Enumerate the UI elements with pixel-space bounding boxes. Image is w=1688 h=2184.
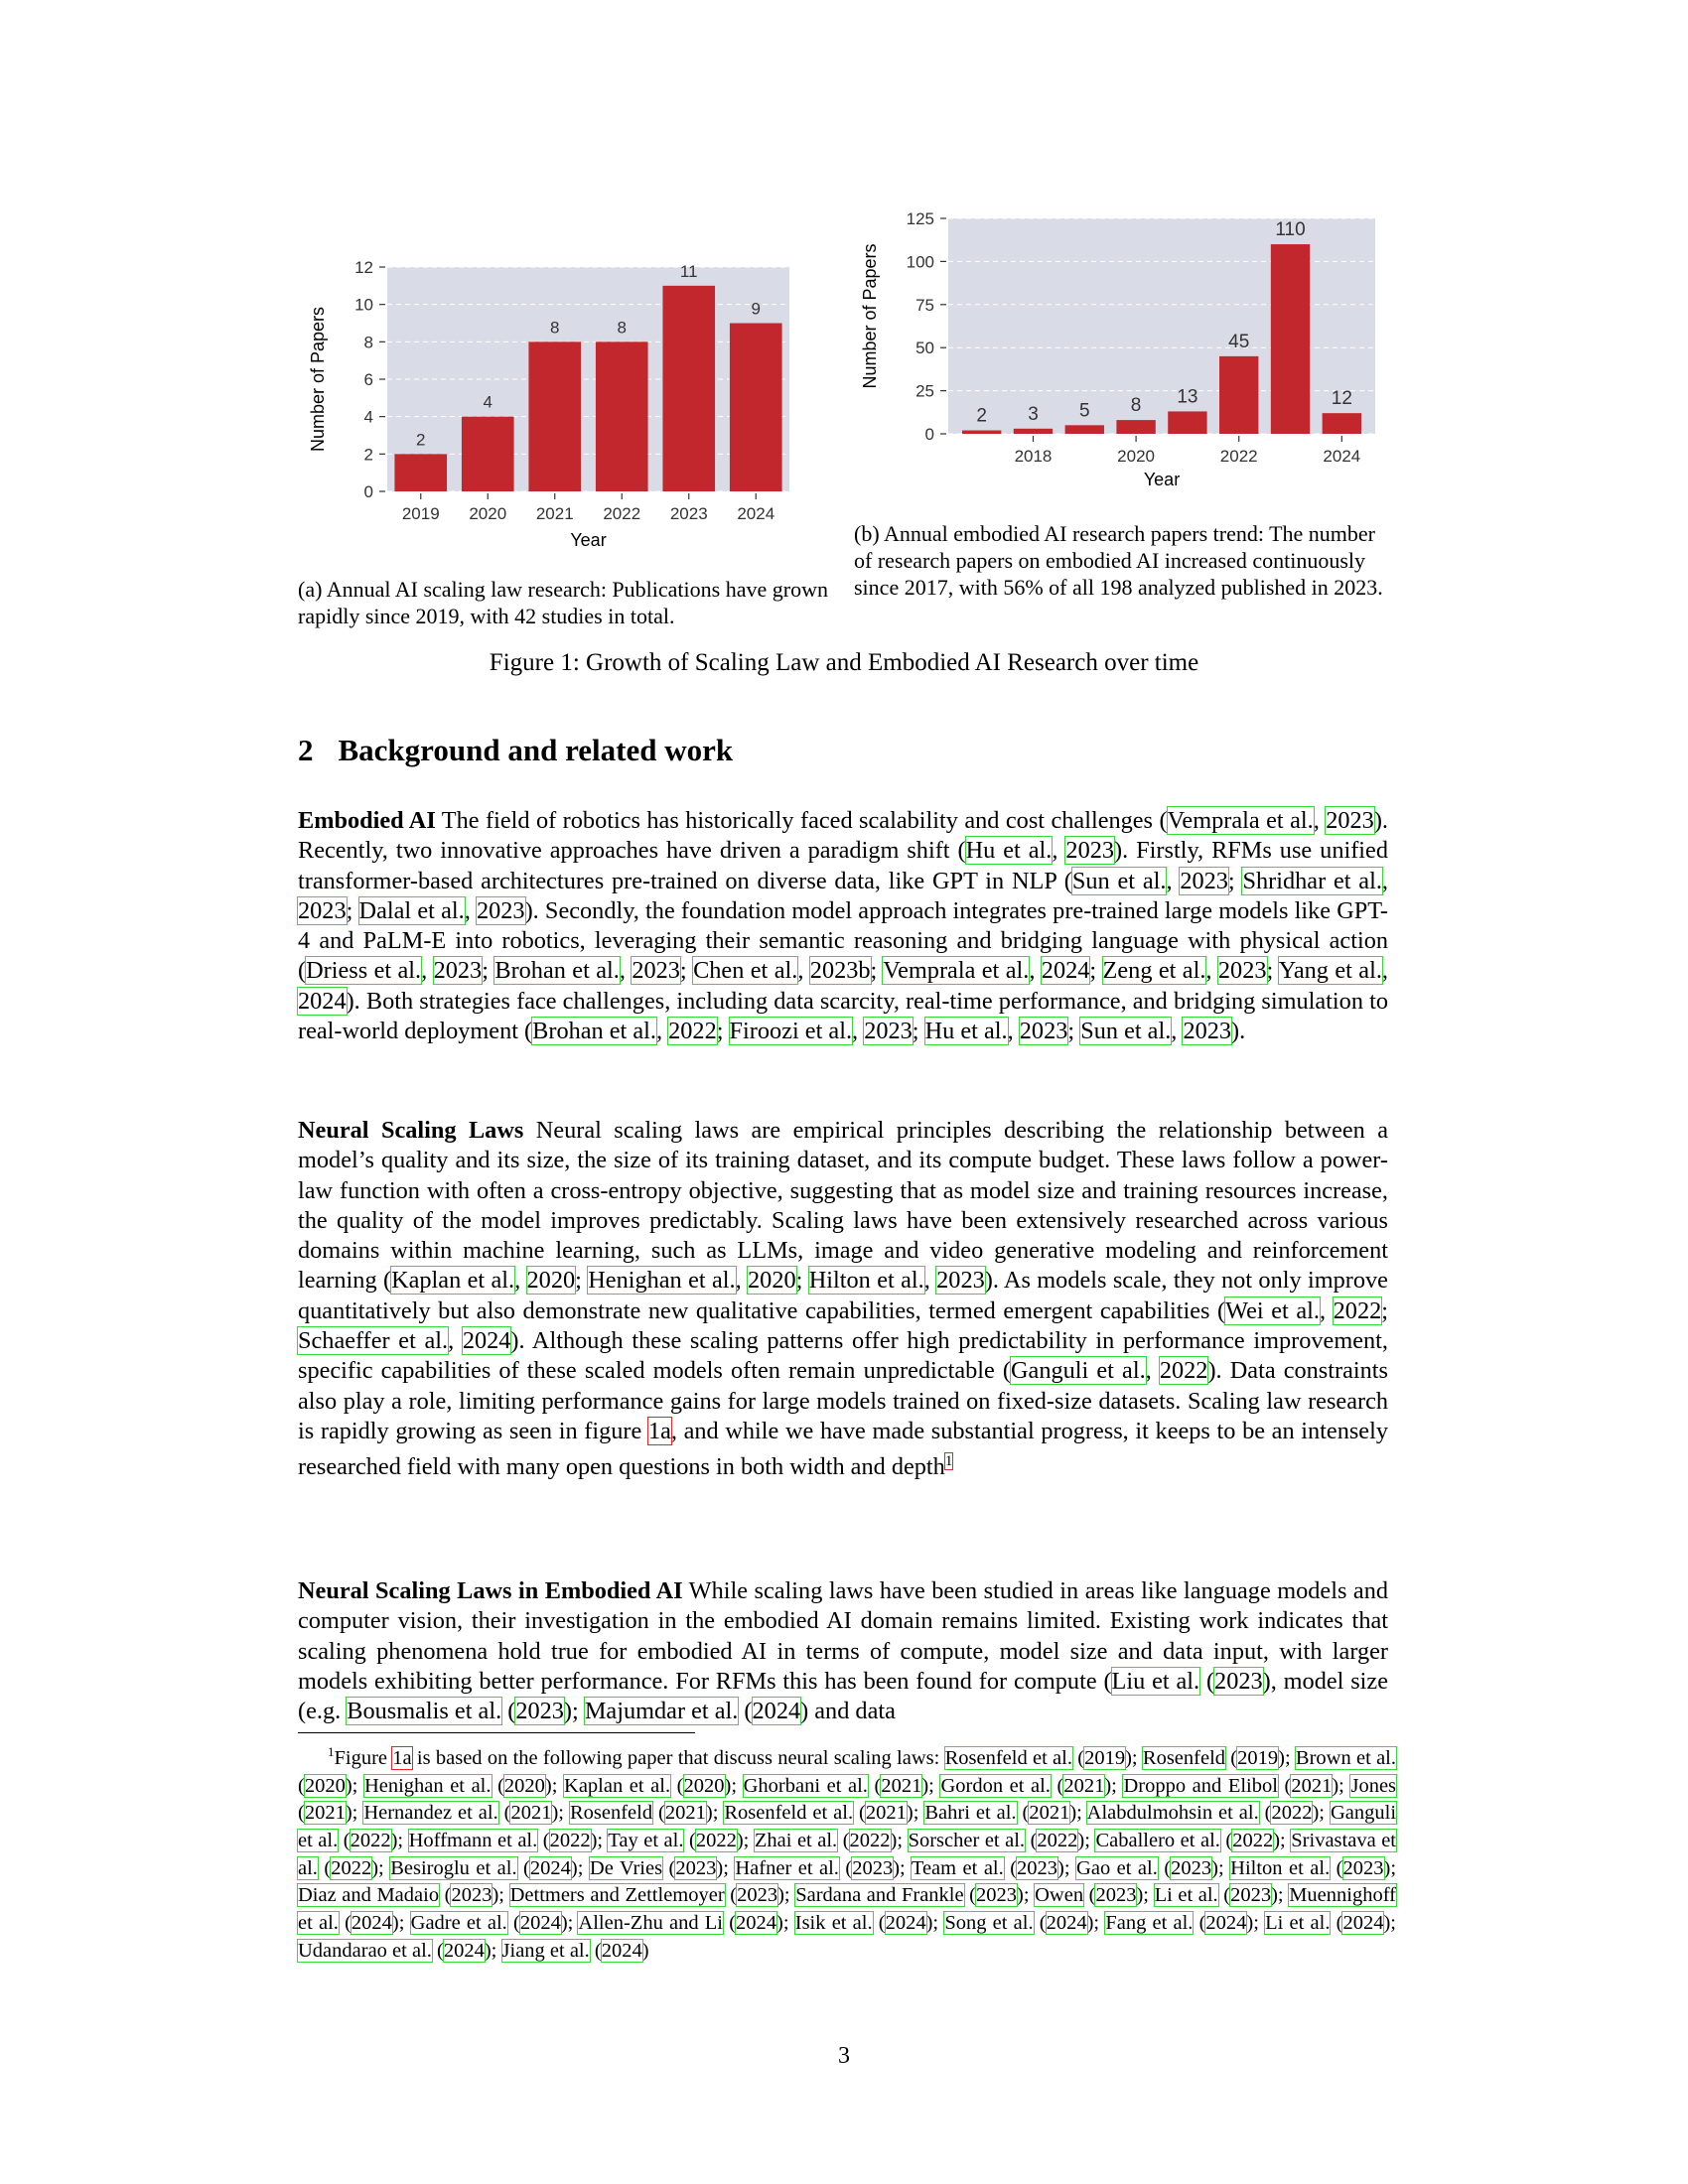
citation-link[interactable]: Ganguli et al. <box>1011 1357 1146 1385</box>
bar <box>1168 411 1206 434</box>
citation-year-link[interactable]: 2024 <box>1041 957 1090 985</box>
text: ). Although these scaling patterns offer high predictability in performance improvement, specific capabilities of these scaled models often remain unpredictable ( <box>298 1327 1388 1385</box>
bar-value-label: 13 <box>1177 386 1198 408</box>
text: is based on the following paper that discuss neural scaling laws: <box>411 1746 945 1769</box>
footnote-citation-link[interactable]: Sorscher et al. <box>908 1829 1026 1851</box>
citation-year-link[interactable]: 2023 <box>864 1018 913 1045</box>
bar-value-label: 2 <box>416 430 426 450</box>
footnote-citation-link[interactable]: Rosenfeld <box>569 1802 653 1825</box>
citation-year-link[interactable]: 2023 <box>1214 1667 1263 1695</box>
footnote-citation-year-link[interactable]: 2023 <box>976 1884 1017 1907</box>
footnote-citation-link[interactable]: Muennighoff et al. <box>298 1884 1397 1935</box>
section-number: 2 <box>298 733 314 767</box>
citation-link[interactable]: Driess et al. <box>306 957 422 985</box>
footnote-rule <box>298 1732 695 1733</box>
footnote-citation-year-link[interactable]: 2021 <box>304 1802 346 1825</box>
footnote-citation-year-link[interactable]: 2021 <box>1029 1802 1070 1825</box>
caption-a: (a) Annual AI scaling law research: Publications have grown rapidly since 2019, with 42 studies in total. <box>298 577 828 628</box>
x-tick-label: 2023 <box>669 504 708 523</box>
footnote-citation-link[interactable]: Kaplan et al. <box>564 1774 671 1797</box>
citation-year-link[interactable]: 2023 <box>1065 837 1115 865</box>
citation-link[interactable]: Zeng et al. <box>1102 957 1206 985</box>
chart-b <box>854 199 1410 506</box>
citation-link[interactable]: Vemprala et al. <box>1167 807 1314 834</box>
footnote-citation-year-link[interactable]: 2019 <box>1084 1746 1126 1769</box>
citation-year-link[interactable]: 2023 <box>515 1698 564 1725</box>
y-tick-label: 12 <box>354 258 373 277</box>
citation-link[interactable]: Chen et al. <box>693 957 798 985</box>
citation-year-link[interactable]: 2020 <box>748 1267 796 1295</box>
citation-link[interactable]: Hu et al. <box>965 837 1053 865</box>
y-tick-label: 50 <box>915 339 934 358</box>
citation-link[interactable]: Hilton et al. <box>808 1267 924 1295</box>
bar <box>462 417 514 491</box>
citation-link[interactable]: Majumdar et al. <box>584 1698 739 1725</box>
footnote-citation-year-link[interactable]: 2023 <box>1171 1856 1212 1879</box>
citation-year-link[interactable]: 2023 <box>1180 867 1228 894</box>
chart-a-xlabel: Year <box>570 530 607 550</box>
citation-year-link[interactable]: 2023 <box>433 957 483 985</box>
footnote-citation-link[interactable]: Ganguli et al. <box>298 1802 1397 1851</box>
footnote-citation-link[interactable]: Udandarao et al. <box>298 1939 432 1962</box>
footnote-citation-year-link[interactable]: 2024 <box>736 1912 777 1935</box>
footnote-citation-year-link[interactable]: 2021 <box>881 1774 922 1797</box>
footnote-citation-year-link[interactable]: 2024 <box>885 1912 926 1935</box>
footnote-citation-link[interactable]: Gao et al. <box>1076 1856 1158 1879</box>
citation-year-link[interactable]: 2020 <box>526 1267 576 1295</box>
footnote-citation-year-link[interactable]: 2024 <box>1342 1912 1384 1935</box>
citation-link[interactable]: Schaeffer et al. <box>298 1327 449 1355</box>
citation-year-link[interactable]: 2024 <box>752 1698 801 1725</box>
y-tick-label: 0 <box>924 425 934 444</box>
chart-b-xlabel: Year <box>1143 470 1181 489</box>
citation-year-link[interactable]: 2024 <box>298 987 347 1015</box>
citation-link[interactable]: Vemprala et al. <box>883 957 1030 985</box>
bar <box>394 454 447 491</box>
x-tick-label: 2022 <box>603 504 641 523</box>
citation-year-link[interactable]: 2022 <box>668 1018 717 1045</box>
y-tick-label: 75 <box>915 295 934 315</box>
bar <box>1271 244 1310 434</box>
citation-year-link[interactable]: 2023 <box>1326 807 1374 834</box>
citation-link[interactable]: Henighan et al. <box>588 1267 736 1295</box>
figure-title: Figure 1: Growth of Scaling Law and Embodied AI Research over time <box>489 649 1199 676</box>
bar <box>1323 413 1361 434</box>
footnote-citation-link[interactable]: Srivastava et al. <box>298 1829 1396 1879</box>
x-tick-label: 2021 <box>535 504 574 523</box>
citation-link[interactable]: Sun et al. <box>1080 1018 1172 1045</box>
citation-link[interactable]: Sun et al. <box>1071 867 1167 894</box>
x-tick-label: 2024 <box>737 504 775 523</box>
citation-year-link[interactable]: 2022 <box>1333 1297 1382 1324</box>
bar-value-label: 2 <box>976 405 987 427</box>
footnote-citation-year-link[interactable]: 2022 <box>1037 1829 1078 1851</box>
bar <box>730 324 782 492</box>
footnote-citation-year-link[interactable]: 2022 <box>1271 1802 1313 1825</box>
bar <box>1014 429 1053 434</box>
bar-value-label: 8 <box>550 318 560 338</box>
footnote-citation-link[interactable]: Jones <box>1350 1774 1397 1797</box>
footnote-citation-link[interactable]: Henighan et al. <box>363 1774 492 1797</box>
text: ). Recently, two innovative approaches have driven a paradigm shift ( <box>298 807 1388 865</box>
y-tick-label: 6 <box>363 370 373 389</box>
footnote-citation-link[interactable]: Hafner et al. <box>735 1856 839 1879</box>
footnote-citation-year-link[interactable]: 2024 <box>601 1939 642 1962</box>
text: , and while we have made substantial progress, it keeps to be an intensely researched field with many open questions in both width and depth <box>298 1417 1388 1481</box>
footnote-citation-link[interactable]: Besiroglu et al. <box>390 1856 517 1879</box>
footnote-citation-link[interactable]: Dettmers and Zettlemoyer <box>509 1884 725 1907</box>
bar-value-label: 9 <box>751 299 761 319</box>
footnote-citation-link[interactable]: Hernandez et al. <box>363 1802 498 1825</box>
y-tick-label: 8 <box>363 333 373 352</box>
footnote-citation-year-link[interactable]: 2023 <box>1230 1884 1272 1907</box>
footnote-citation-link[interactable]: Droppo and Elibol <box>1123 1774 1278 1797</box>
bar-value-label: 8 <box>1130 395 1142 417</box>
citation-link[interactable]: Firoozi et al. <box>729 1018 853 1045</box>
text: Figure <box>334 1746 393 1769</box>
bar <box>596 341 648 491</box>
x-tick-label: 2024 <box>1323 447 1361 466</box>
y-tick-label: 2 <box>363 445 373 465</box>
bar-value-label: 12 <box>1331 388 1352 410</box>
chart-a-ylabel: Number of Papers <box>308 306 328 453</box>
bar-value-label: 3 <box>1028 403 1039 425</box>
caption-b: (b) Annual embodied AI research papers trend: The number of research papers on embodied AI increased continuously since 2017, with 56% of all 198 analyzed published in 2023. <box>854 521 1383 600</box>
figure-ref-link[interactable]: 1a <box>647 1417 671 1444</box>
footnote-citation-link[interactable]: Alabdulmohsin et al. <box>1086 1802 1259 1825</box>
paragraph-scaling-embodied: Neural Scaling Laws in Embodied AI While scaling laws have been studied in areas like language models and computer vision, their investigation in the embodied AI domain remains limited. Existing work indicates that scaling phenomena hold true for embodied AI in terms of compute, model size and data input, with larger models exhibiting better performance. For RFMs this has been found for compute (Liu et al. (2023), model size (e.g. Bousmalis et al. (2023); Majumdar et al. (2024) and data <box>298 1577 1388 1725</box>
footnote-citation-year-link[interactable]: 2022 <box>350 1829 391 1851</box>
footnote-citation-link[interactable]: Isik et al. <box>794 1912 873 1935</box>
footnote-citation-year-link[interactable]: 2021 <box>865 1802 907 1825</box>
section-heading <box>298 733 733 768</box>
figure-ref-link[interactable]: 1a <box>392 1746 412 1769</box>
footnote-citation-year-link[interactable]: 2020 <box>683 1774 725 1797</box>
bar <box>1219 356 1258 434</box>
citation-link[interactable]: Wei et al. <box>1225 1297 1320 1324</box>
footnote: $^1$Figure 1a is based on the following paper that discuss neural scaling laws: Rosenfeld et al. (2019); Rosenfeld (2019); Brown et al. (2020); Henighan et al. (2020); Kaplan et al. (2020); Ghorbani et al. (2021); Gordon et al. (2021); Droppo and Elibol (2021); Jones (2021); Hernandez et al. (2021); Rosenfeld (2021); Rosenfeld et al. (2021); Bahri et al. (2021); Alabdulmohsin et al. (2022); Ganguli et al. (2022); Hoffmann et al. (2022); Tay et al. (2022); Zhai et al. (2022); Sorscher et al. (2022); Caballero et al. (2022); Srivastava et al. (2022); Besiroglu et al. (2024); De Vries (2023); Hafner et al. (2023); Team et al. (2023); Gao et al. (2023); Hilton et al. (2023); Diaz and Madaio (2023); Dettmers and Zettlemoyer (2023); Sardana and Frankle (2023); Owen (2023); Li et al. (2023); Muennighoff et al. (2024); Gadre et al. (2024); Allen-Zhu and Li (2024); Isik et al. (2024); Song et al. (2024); Fang et al. (2024); Li et al. (2024); Udandarao et al. (2024); Jiang et al. (2024) <box>298 1744 1397 1962</box>
footnote-citation-link[interactable]: Caballero et al. <box>1095 1829 1220 1851</box>
bar <box>528 341 581 491</box>
paragraph-head: Neural Scaling Laws in Embodied AI <box>298 1577 683 1604</box>
bar-value-label: 110 <box>1275 219 1306 241</box>
citation-year-link[interactable]: 2023 <box>936 1267 985 1295</box>
footnote-citation-link[interactable]: Hilton et al. <box>1230 1856 1331 1879</box>
paragraph-neural-scaling-laws: Neural Scaling Laws Neural scaling laws are empirical principles describing the relationship between a model’s quality and its size, the size of its training dataset, and its compute budget. These laws follow a power-law function with often a cross-entropy objective, suggesting that as model size and training resources increase, the quality of the model improves predictably. Scaling laws have been extensively researched across various domains within machine learning, such as LLMs, image and video generative modeling and reinforcement learning (Kaplan et al., 2020; Henighan et al., 2020; Hilton et al., 2023). As models scale, they not only improve quantitatively but also demonstrate new qualitative capabilities, termed emergent capabilities (Wei et al., 2022; Schaeffer et al., 2024). Although these scaling patterns offer high predictability in performance improvement, specific capabilities of these scaled models often remain unpredictable (Ganguli et al., 2022). Data constraints also play a role, limiting performance gains for large models trained on fixed-size datasets. Scaling law research is rapidly growing as seen in figure 1a, and while we have made substantial progress, it keeps to be an intensely researched field with many open questions in both width and depth$^1$ <box>298 1117 1389 1481</box>
footnote-citation-year-link[interactable]: 2024 <box>529 1856 571 1879</box>
citation-link[interactable]: Hu et al. <box>924 1018 1008 1045</box>
citation-link[interactable]: Dalal et al. <box>358 896 465 924</box>
footnote-citation-link[interactable]: Li et al. <box>1265 1912 1331 1935</box>
text: ). Both strategies face challenges, including data scarcity, real-time performance, and bridging simulation to real-world deployment ( <box>298 987 1388 1045</box>
citation-link[interactable]: Liu et al. <box>1111 1667 1200 1695</box>
footnote-citation-year-link[interactable]: 2023 <box>852 1856 894 1879</box>
footnote-citation-year-link[interactable]: 2024 <box>443 1939 485 1962</box>
footnote-citation-link[interactable]: Song et al. <box>944 1912 1034 1935</box>
text: and data <box>808 1698 896 1725</box>
citation-link[interactable]: Shridhar et al. <box>1242 867 1382 894</box>
citation-year-link[interactable]: 2023 <box>476 896 525 924</box>
footnote-citation-year-link[interactable]: 2021 <box>1291 1774 1333 1797</box>
footnote-citation-link[interactable]: Gadre et al. <box>410 1912 507 1935</box>
footnote-mark: 1 <box>328 1744 335 1759</box>
text: ). Data constraints also play a role, limiting performance gains for large models trained on fixed-size datasets. Scaling law research is rapidly growing as seen in figure <box>298 1357 1388 1444</box>
text: ). <box>1231 1018 1246 1045</box>
citation-link[interactable]: Bousmalis et al. <box>347 1698 502 1725</box>
chart-b-ylabel: Number of Papers <box>860 243 880 389</box>
footnote-citation-year-link[interactable]: 2022 <box>331 1856 372 1879</box>
y-tick-label: 125 <box>906 209 934 228</box>
footnote-citation-year-link[interactable]: 2023 <box>451 1884 492 1907</box>
footnote-citation-year-link[interactable]: 2023 <box>1017 1856 1058 1879</box>
footnote-citation-link[interactable]: Rosenfeld <box>1142 1746 1226 1769</box>
footnote-citation-link[interactable]: Team et al. <box>911 1856 1004 1879</box>
section-title: Background and related work <box>338 733 734 767</box>
footnote-citation-link[interactable]: Rosenfeld et al. <box>944 1746 1072 1769</box>
footnote-citation-link[interactable]: Jiang et al. <box>501 1939 590 1962</box>
bar-value-label: 5 <box>1079 400 1090 422</box>
citation-link[interactable]: Kaplan et al. <box>391 1267 515 1295</box>
citation-year-link[interactable]: 2023 <box>298 896 347 924</box>
bar-value-label: 11 <box>679 261 698 281</box>
footnote-citation-year-link[interactable]: 2020 <box>304 1774 346 1797</box>
footnote-citation-year-link[interactable]: 2023 <box>737 1884 778 1907</box>
citation-year-link[interactable]: 2022 <box>1159 1357 1208 1385</box>
citation-link[interactable]: Brohan et al. <box>494 957 620 985</box>
y-tick-label: 10 <box>354 295 373 315</box>
citation-year-link[interactable]: 2023 <box>1183 1018 1232 1045</box>
footnote-citation-link[interactable]: Fang et al. <box>1105 1912 1194 1935</box>
footnote-citation-link[interactable]: De Vries <box>589 1856 663 1879</box>
footnote-citation-year-link[interactable]: 2022 <box>1232 1829 1274 1851</box>
footnote-citation-link[interactable]: Li et al. <box>1154 1884 1218 1907</box>
y-tick-label: 25 <box>915 381 934 401</box>
citation-link[interactable]: Brohan et al. <box>532 1018 656 1045</box>
footnote-citation-link[interactable]: Brown et al. <box>1295 1746 1396 1769</box>
text: The field of robotics has historically faced scalability and cost challenges ( <box>435 807 1168 834</box>
footnote-citation-year-link[interactable]: 2021 <box>1063 1774 1105 1797</box>
bar <box>1065 425 1104 434</box>
footnote-citation-year-link[interactable]: 2022 <box>695 1829 737 1851</box>
footnote-citation-year-link[interactable]: 2020 <box>503 1774 545 1797</box>
footnote-citation-year-link[interactable]: 2024 <box>519 1912 561 1935</box>
footnote-citation-year-link[interactable]: 2019 <box>1237 1746 1279 1769</box>
footnote-citation-year-link[interactable]: 2024 <box>351 1912 392 1935</box>
bar-value-label: 8 <box>617 318 627 338</box>
chart-a <box>298 253 834 551</box>
bar-value-label: 45 <box>1228 331 1250 352</box>
y-tick-label: 4 <box>363 407 373 427</box>
paragraph-embodied-ai: Embodied AI The field of robotics has historically faced scalability and cost challenges (Vemprala et al., 2023). Recently, two innovative approaches have driven a paradigm shift (Hu et al., 2023). Firstly, RFMs use unified transformer-based architectures pre-trained on diverse data, like GPT in NLP (Sun et al., 2023; Shridhar et al., 2023; Dalal et al., 2023). Secondly, the foundation model approach integrates pre-trained large models like GPT-4 and PaLM-E into robotics, leveraging their semantic reasoning and bridging language with physical action (Driess et al., 2023; Brohan et al., 2023; Chen et al., 2023b; Vemprala et al., 2024; Zeng et al., 2023; Yang et al., 2024). Both strategies face challenges, including data scarcity, real-time performance, and bridging simulation to real-world deployment (Brohan et al., 2022; Firoozi et al., 2023; Hu et al., 2023; Sun et al., 2023). <box>298 807 1389 1045</box>
footnote-citation-year-link[interactable]: 2024 <box>1046 1912 1087 1935</box>
footnote-citation-year-link[interactable]: 2024 <box>1205 1912 1247 1935</box>
footnote-citation-year-link[interactable]: 2022 <box>549 1829 591 1851</box>
x-tick-label: 2019 <box>401 504 440 523</box>
citation-year-link[interactable]: 2023 <box>1019 1018 1068 1045</box>
y-tick-label: 100 <box>906 252 934 272</box>
footnote-citation-link[interactable]: Sardana and Frankle <box>795 1884 964 1907</box>
x-tick-label: 2020 <box>469 504 507 523</box>
text: ), model size (e.g. <box>298 1667 1388 1725</box>
footnote-citation-link[interactable]: Hoffmann et al. <box>408 1829 538 1851</box>
footnote-citation-link[interactable]: Diaz and Madaio <box>298 1884 440 1907</box>
footnote-citation-link[interactable]: Zhai et al. <box>754 1829 838 1851</box>
footnote-citation-link[interactable]: Bahri et al. <box>924 1802 1017 1825</box>
footnote-citation-year-link[interactable]: 2022 <box>849 1829 891 1851</box>
bar-value-label: 4 <box>483 392 492 412</box>
y-tick-label: 0 <box>363 482 373 501</box>
citation-year-link[interactable]: 2023 <box>632 957 680 985</box>
text: ). Firstly, RFMs use unified transformer-based architectures pre-trained on diverse data, like GPT in NLP ( <box>298 837 1388 894</box>
x-tick-label: 2020 <box>1117 447 1156 466</box>
page-number: 3 <box>838 2043 850 2069</box>
footnote-citation-link[interactable]: Allen-Zhu and Li <box>578 1912 724 1935</box>
paragraph-head: Embodied AI <box>298 807 436 834</box>
footnote-citation-year-link[interactable]: 2023 <box>1095 1884 1137 1907</box>
citation-year-link[interactable]: 2024 <box>462 1327 511 1355</box>
footnote-citation-link[interactable]: Owen <box>1035 1884 1084 1907</box>
text: Neural scaling laws are empirical principles describing the relationship between a model’s quality and its size, the size of its training dataset, and its compute budget. These laws follow a power-law function with often a cross-entropy objective, suggesting that as model size and training resources increase, the quality of the model improves predictably. Scaling laws have been extensively researched across various domains within machine learning, such as LLMs, image and video generative modeling and reinforcement learning ( <box>298 1117 1389 1295</box>
citation-link[interactable]: Yang et al. <box>1278 957 1382 985</box>
footnote-citation-link[interactable]: Gordon et al. <box>940 1774 1051 1797</box>
chart-b-plot-area <box>948 218 1375 434</box>
x-tick-label: 2022 <box>1219 447 1258 466</box>
footnote-citation-link[interactable]: Tay et al. <box>608 1829 684 1851</box>
x-tick-label: 2018 <box>1014 447 1053 466</box>
text: ). As models scale, they not only improve quantitatively but also demonstrate new qualitative capabilities, termed emergent capabilities ( <box>298 1267 1388 1324</box>
text: While scaling laws have been studied in areas like language models and computer vision, their investigation in the embodied AI domain remains limited. Existing work indicates that scaling phenomena hold true for embodied AI in terms of compute, model size and data input, with larger models exhibiting better performance. For RFMs this has been found for compute ( <box>298 1577 1388 1695</box>
footnote-citation-year-link[interactable]: 2023 <box>675 1856 717 1879</box>
citation-year-link[interactable]: 2023b <box>809 957 871 985</box>
paragraph-head: Neural Scaling Laws <box>298 1117 524 1144</box>
footnote-ref-link[interactable]: 1 <box>944 1453 953 1470</box>
footnote-citation-link[interactable]: Ghorbani et al. <box>743 1774 868 1797</box>
bar <box>1116 420 1155 434</box>
bar <box>962 431 1001 434</box>
citation-year-link[interactable]: 2023 <box>1217 957 1267 985</box>
bar <box>662 286 715 491</box>
footnote-citation-link[interactable]: Rosenfeld et al. <box>724 1802 854 1825</box>
footnote-citation-year-link[interactable]: 2021 <box>510 1802 552 1825</box>
text: ). Secondly, the foundation model approach integrates pre-trained large models like GPT-4 and PaLM-E into robotics, leveraging their semantic reasoning and bridging language with physical action ( <box>298 896 1389 985</box>
footnote-citation-year-link[interactable]: 2021 <box>664 1802 706 1825</box>
footnote-citation-year-link[interactable]: 2023 <box>1342 1856 1384 1879</box>
